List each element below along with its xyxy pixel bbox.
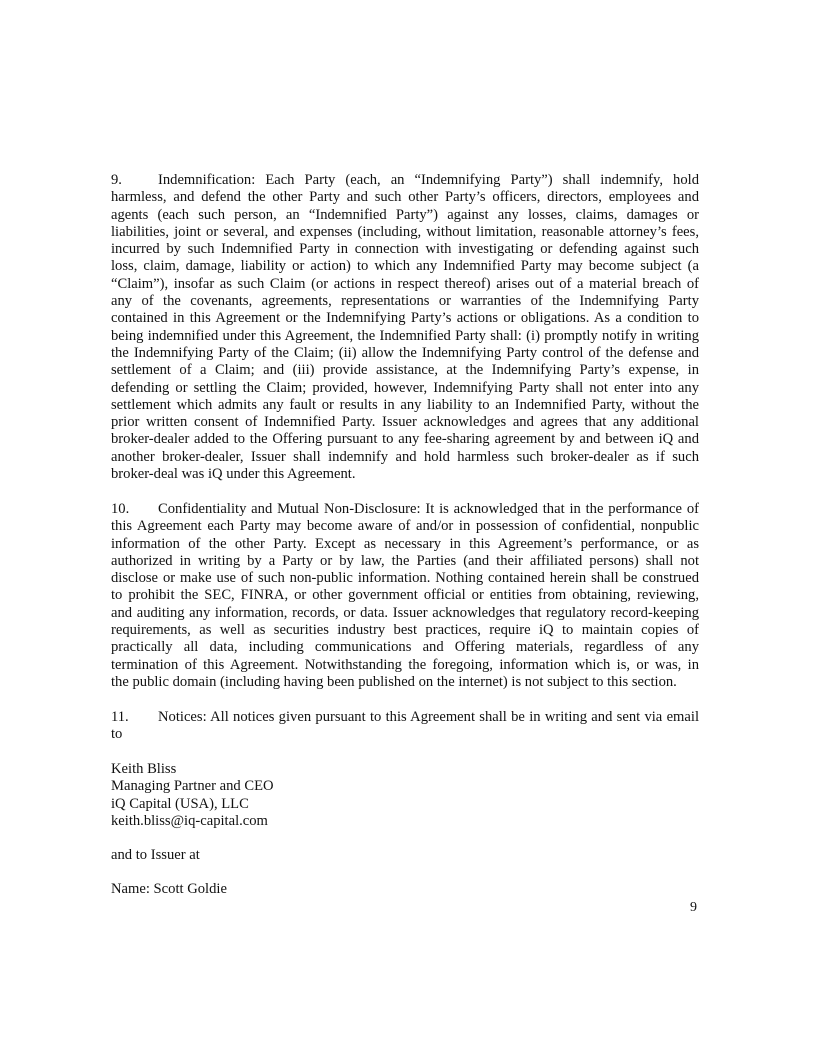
- line-text: defending or settling the Claim; provided, however, Indemnifying Party shall not enter into any: [111, 379, 699, 396]
- text-line: [111, 276, 699, 293]
- contact-title: Managing Partner and CEO: [111, 778, 274, 795]
- section-11-notices: [111, 709, 699, 744]
- text-line: [111, 241, 699, 258]
- text-line: [111, 431, 699, 448]
- text-line: [111, 501, 699, 518]
- line-text: prior written consent of Indemnified Party. Issuer acknowledges and agrees that any additional: [111, 414, 699, 431]
- contact-block: [111, 761, 274, 830]
- line-text: broker-dealer added to the Offering pursuant to any fee-sharing agreement by and between iQ and: [111, 431, 699, 448]
- line-text: and auditing any information, records, or data. Issuer acknowledges that regulatory record-keeping: [111, 604, 699, 621]
- line-text: harmless, and defend the other Party and such other Party’s officers, directors, employees and: [111, 189, 699, 206]
- text-line: [111, 189, 699, 206]
- line-text: another broker-dealer, Issuer shall indemnify and hold harmless such broker-dealer as if such: [111, 448, 699, 465]
- line-text: disclose or make use of such non-public information. Nothing contained herein shall be construed: [111, 570, 699, 587]
- line-text: authorized in writing by a Party or by law, the Parties (and their affiliated persons) shall not: [111, 552, 699, 569]
- text-line: [111, 709, 699, 726]
- text-line: [111, 380, 699, 397]
- line-text: the public domain (including having been published on the internet) is not subject to this section.: [111, 673, 677, 690]
- line-text: liabilities, joint or several, and expenses (including, without limitation, reasonable attorney’s fees,: [111, 223, 699, 240]
- line-text: information of the other Party. Except as necessary in this Agreement’s performance, or as: [111, 535, 699, 552]
- text-line: [111, 553, 699, 570]
- issuer-name: Name: Scott Goldie: [111, 881, 227, 897]
- text-line: [111, 362, 699, 379]
- text-line: [111, 587, 699, 604]
- text-line: [111, 639, 699, 656]
- line-text: being indemnified under this Agreement, the Indemnified Party shall: (i) promptly notify in writing: [111, 327, 699, 344]
- text-line: [111, 207, 699, 224]
- line-text: broker-deal was iQ under this Agreement.: [111, 466, 356, 483]
- text-line: [111, 570, 699, 587]
- text-line: [111, 674, 699, 691]
- text-line: [111, 172, 699, 189]
- text-line: [111, 466, 699, 483]
- line-text: termination of this Agreement. Notwithstanding the foregoing, information which is, or was, in: [111, 656, 699, 673]
- text-line: [111, 622, 699, 639]
- line-text: requirements, as well as securities industry best practices, require iQ to maintain copies of: [111, 622, 699, 639]
- line-text: to: [111, 726, 123, 743]
- contact-company: iQ Capital (USA), LLC: [111, 795, 249, 812]
- text-line: [111, 414, 699, 431]
- line-text: contained in this Agreement or the Indemnifying Party’s actions or obligations. As a condition to: [111, 310, 699, 327]
- text-line: [111, 518, 699, 535]
- line-text: this Agreement each Party may become aware of and/or in possession of confidential, nonpublic: [111, 518, 699, 535]
- line-text: agents (each such person, an “Indemnified Party”) against any losses, claims, damages or: [111, 206, 699, 223]
- text-line: [111, 449, 699, 466]
- line-text: to prohibit the SEC, FINRA, or other government official or entities from obtaining, reviewing,: [111, 587, 699, 604]
- line-text: loss, claim, damage, liability or action) to which any Indemnified Party may become subject (a: [111, 258, 699, 275]
- line-text: any of the covenants, agreements, representations or warranties of the Indemnifying Party: [111, 293, 699, 310]
- section-number: 9.: [111, 172, 122, 188]
- line-text: incurred by such Indemnified Party in connection with investigating or defending against such: [111, 241, 699, 258]
- section-9-indemnification: [111, 172, 699, 483]
- text-line: [111, 726, 699, 743]
- text-line: [111, 536, 699, 553]
- text-line: [111, 293, 699, 310]
- line-text: “Claim”), insofar as such Claim (or actions in respect thereof) arises out of a material breach of: [111, 275, 699, 292]
- line-text: Indemnification: Each Party (each, an “Indemnifying Party”) shall indemnify, hold: [158, 172, 699, 188]
- line-text: settlement of a Claim; and (iii) provide assistance, at the Indemnifying Party’s expense, in: [111, 362, 699, 379]
- text-line: [111, 397, 699, 414]
- text-line: [111, 605, 699, 622]
- section-number: 11.: [111, 709, 129, 725]
- section-10-confidentiality: [111, 501, 699, 691]
- text-line: [111, 258, 699, 275]
- line-text: settlement which admits any fault or results in any liability to an Indemnified Party, without the: [111, 396, 699, 413]
- line-text: the Indemnifying Party of the Claim; (ii) allow the Indemnifying Party control of the defense and: [111, 344, 699, 361]
- section-number: 10.: [111, 501, 130, 517]
- contact-name: Keith Bliss: [111, 761, 177, 777]
- line-text: practically all data, including communications and Offering materials, regardless of any: [111, 639, 699, 656]
- text-line: [111, 224, 699, 241]
- text-line: [111, 657, 699, 674]
- contact-email: keith.bliss@iq-capital.com: [111, 812, 268, 829]
- text-line: [111, 328, 699, 345]
- text-line: [111, 345, 699, 362]
- text-line: [111, 310, 699, 327]
- line-text: Notices: All notices given pursuant to this Agreement shall be in writing and sent via email: [158, 709, 699, 725]
- page-number: 9: [690, 900, 697, 915]
- issuer-intro: and to Issuer at: [111, 847, 200, 863]
- line-text: Confidentiality and Mutual Non-Disclosure: It is acknowledged that in the performance of: [158, 501, 699, 517]
